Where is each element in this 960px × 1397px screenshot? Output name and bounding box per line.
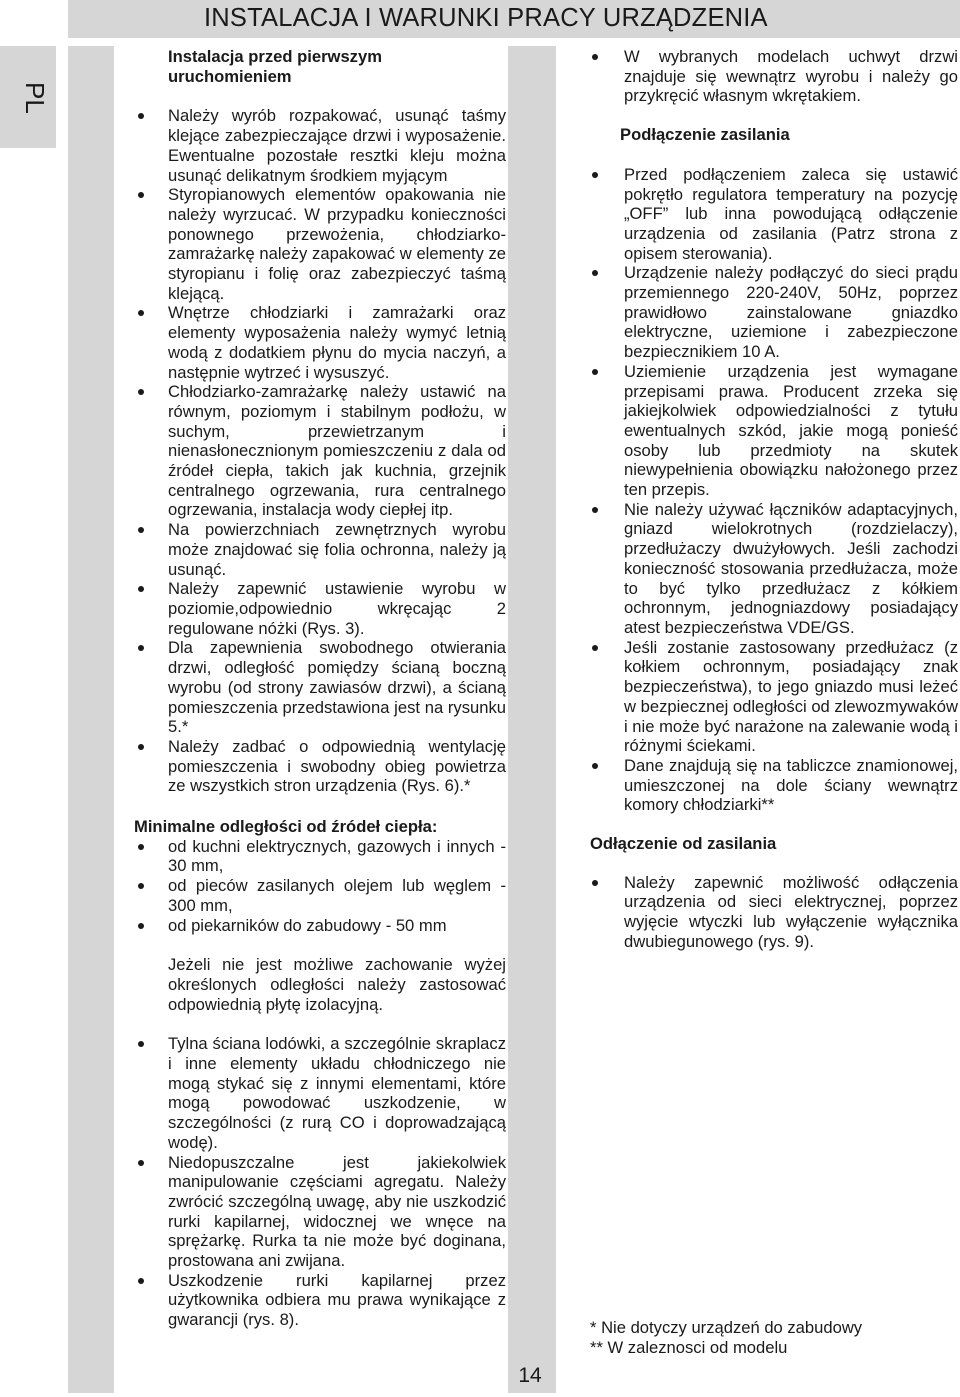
list-item: Chłodziarko-zamrażarkę należy ustawić na równym, poziomym i stabilnym podłożu, w suchym, przewietrzanym i nienasłonecznionym pomieszczeniu z dala od źródeł ciepła, takich jak kuchnia, grzejnik centralnego ogrzewania, rura centralnego ogrzewania, instalacja wody ciepłej itp. [122, 382, 506, 520]
footnote: * Nie dotyczy urządzeń do zabudowy [590, 1318, 863, 1337]
list-item: Na powierzchniach zewnętrznych wyrobu może znajdować się folia ochronna, należy ją usunąć. [122, 520, 506, 579]
distances-note: Jeżeli nie jest możliwe zachowanie wyżej określonych odległości należy zastosować odpowiednią płytę izolacyjną. [168, 955, 506, 1014]
footnote: ** W zaleznosci od modelu [590, 1337, 788, 1357]
list-item: Styropianowych elementów opakowania nie należy wyrzucać. W przypadku konieczności ponownego przewożenia, chłodziarko-zamrażarkę należy zapakować w elementy ze styropianu i folię oraz zabezpieczyć taśmą klejącą. [122, 185, 506, 303]
list-item: W wybranych modelach uchwyt drzwi znajduje się wewnątrz wyrobu i należy go przykręcić własnym wkrętakiem. [590, 47, 958, 106]
page-title: INSTALACJA I WARUNKI PRACY URZĄDZENIA [204, 4, 768, 32]
power-heading: Podłączenie zasilania [620, 125, 790, 145]
list-item: Należy zadbać o odpowiednią wentylację pomieszczenia i swobodny obieg powietrza ze wszystkich stron urządzenia (Rys. 6).* [122, 737, 506, 796]
center-gutter-bar [508, 46, 556, 1393]
list-item: Należy wyrób rozpakować, usunąć taśmy klejące zabezpieczające drzwi i wyposażenie. Ewentualne pozostałe resztki kleju można usunąć delikatnym środkiem myjącym [122, 106, 506, 185]
list-item: Należy zapewnić możliwość odłączenia urządzenia od sieci elektrycznej, poprzez wyjęcie wtyczki lub wyłączenie wyłącznika dwubiegunowego (rys. 9). [590, 873, 958, 952]
distances-list [122, 837, 506, 936]
list-item: Dane znajdują się na tabliczce znamionowej, umieszczonej na dole ściany wewnątrz komory chłodziarki** [590, 756, 958, 815]
install-heading: Instalacja przed pierwszym uruchomieniem [168, 47, 382, 86]
list-item: Dla zapewnienia swobodnego otwierania drzwi, odległość pomiędzy ścianą boczną wyrobu (od strony zawiasów drzwi), a ścianą pomieszczenia przedstawiona jest na rysunku 5.* [122, 638, 506, 737]
list-item: Urządzenie należy podłączyć do sieci prądu przemiennego 220-240V, 50Hz, poprzez prawidłowo zainstalowane gniazdko elektryczne, uziemione i zabezpieczone bezpiecznikiem 10 A. [590, 263, 958, 362]
disconnect-list [590, 873, 958, 952]
list-item: Wnętrze chłodziarki i zamrażarki oraz elementy wyposażenia należy wymyć letnią wodą z dodatkiem płynu do mycia naczyń, a następnie wytrzeć i wysuszyć. [122, 303, 506, 382]
list-item: Przed podłączeniem zaleca się ustawić pokrętło regulatora temperatury na pozycję „OFF” lub inna powodującą odłączenie urządzenia od zasilania (Patrz strona z opisem sterowania). [590, 165, 958, 264]
left-margin-bar [68, 46, 114, 1393]
list-item: Należy zapewnić ustawienie wyrobu w poziomie,odpowiednio wkręcając 2 regulowane nóżki (Rys. 3). [122, 579, 506, 638]
footnotes [590, 1318, 958, 1357]
caution-list [122, 1034, 506, 1330]
list-item: Uszkodzenie rurki kapilarnej przez użytkownika odbiera mu prawa wynikające z gwarancji (rys. 8). [122, 1271, 506, 1330]
power-list [590, 165, 958, 815]
intro-list [590, 47, 958, 106]
page-number: 14 [518, 1364, 542, 1387]
distances-heading: Minimalne odległości od źródeł ciepła: [134, 817, 438, 837]
right-column [590, 47, 958, 952]
left-column [122, 47, 506, 1330]
language-label: PL [20, 82, 50, 114]
list-item: Uziemienie urządzenia jest wymagane przepisami prawa. Producent zrzeka się jakiejkolwiek odpowiedzialności z tytułu ewentualnych szkód, jakie mogą ponieść osoby lub przedmioty na skutek niewypełnienia obowiązku nałożonego przez ten przepis. [590, 362, 958, 500]
list-item: Jeśli zostanie zastosowany przedłużacz (z kołkiem ochronnym, posiadający znak bezpieczeństwa), to jego gniazdo musi leżeć w bezpiecznej odległości od zlewozmywaków i nie może być narażone na zalewanie wodą i różnymi ściekami. [590, 638, 958, 756]
list-item: od piekarników do zabudowy - 50 mm [122, 916, 506, 936]
disconnect-heading: Odłączenie od zasilania [590, 834, 777, 854]
list-item: od pieców zasilanych olejem lub węglem - 300 mm, [122, 876, 506, 915]
list-item: Nie należy używać łączników adaptacyjnych, gniazd wielokrotnych (rozdzielaczy), przedłużaczy dwużyłowych. Jeśli zachodzi konieczność stosowania przedłużacza, może to być tylko przedłużacz z kółkiem ochronnym, jednogniazdowy posiadający atest bezpieczeństwa VDE/GS. [590, 500, 958, 638]
install-list [122, 106, 506, 796]
list-item: Tylna ściana lodówki, a szczególnie skraplacz i inne elementy układu chłodniczego nie mogą stykać się z innymi elementami, które mogą powodować uszkodzenie, w szczególności (z rurą CO i doprowadzającą wodę). [122, 1034, 506, 1152]
list-item: Niedopuszczalne jest jakiekolwiek manipulowanie częściami agregatu. Należy zwrócić szczególną uwagę, aby nie uszkodzić rurki kapilarnej, widocznej we wnęce na sprężarkę. Rurka ta nie może być doginana, prostowana ani zwijana. [122, 1153, 506, 1271]
list-item: od kuchni elektrycznych, gazowych i innych - 30 mm, [122, 837, 506, 876]
